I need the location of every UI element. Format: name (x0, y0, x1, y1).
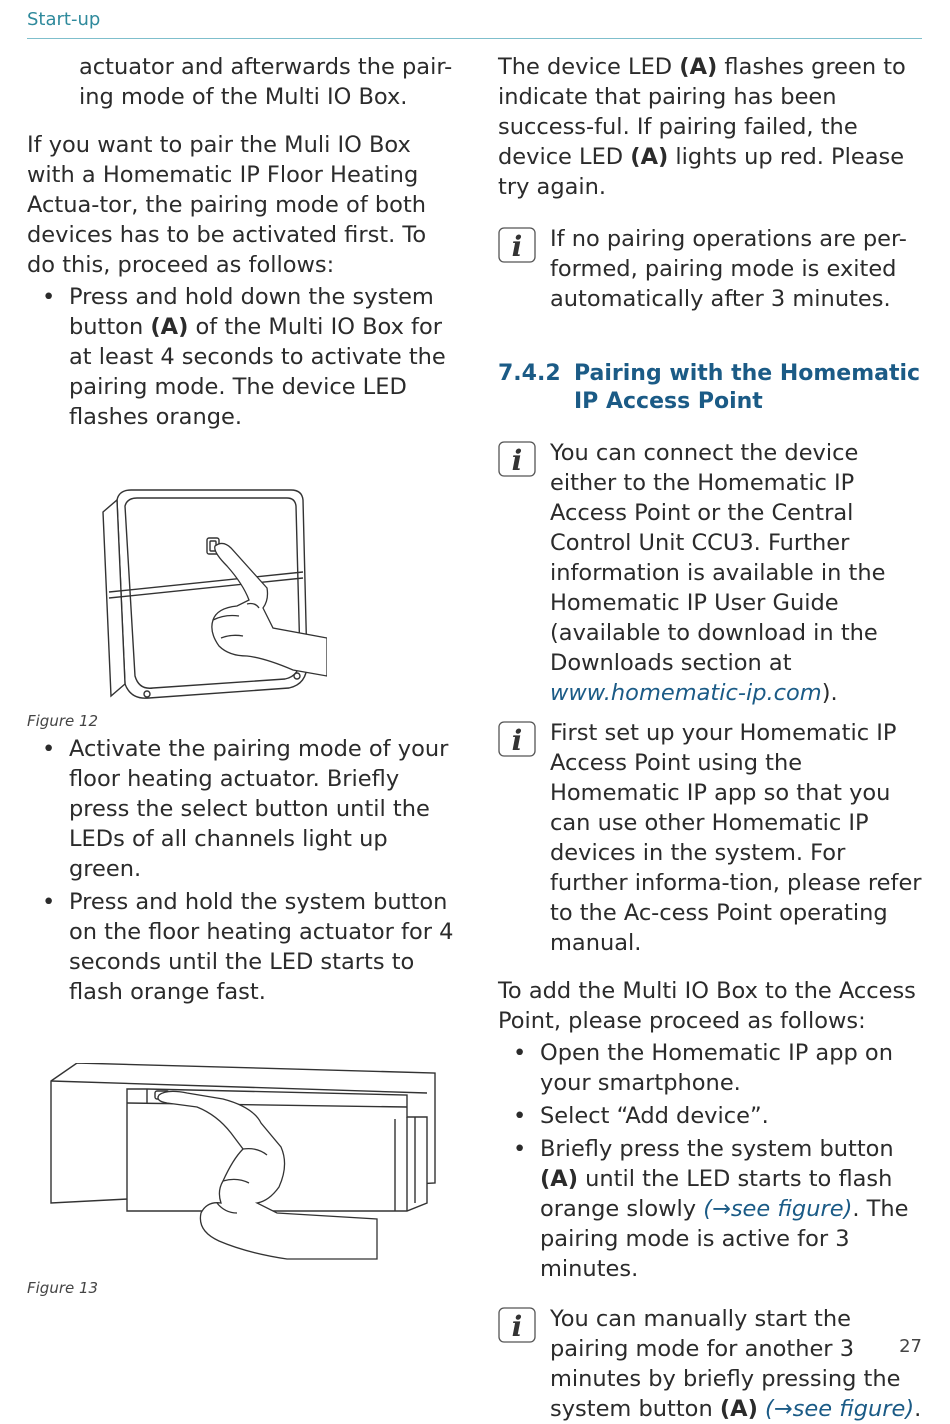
label-a: (A) (150, 314, 189, 340)
list-item: • Activate the pairing mode of your floor heating actuator. Briefly press the select button until the LEDs of all channels light up green. (27, 734, 457, 884)
list-item: • Press and hold the system button on the floor heating actuator for 4 seconds until the LED starts to flash orange fast. (27, 887, 457, 1007)
label-a: (A) (540, 1166, 578, 1192)
list-item-text: Briefly press the system button (540, 1136, 894, 1162)
list-item (27, 282, 457, 432)
access-point-steps-list (498, 1038, 926, 1284)
list-item: • Open the Homematic IP app on your smartphone. (498, 1038, 926, 1098)
list-item-text: Press and hold down the system button (69, 284, 434, 340)
list-item-text: . The pairing mode is active for 3 minutes. (540, 1196, 909, 1282)
info-icon (498, 227, 536, 263)
section-number: 7.4.2 (498, 361, 561, 386)
list-item-text: until the LED starts to flash orange slowly (540, 1166, 893, 1222)
figure-12 (27, 488, 457, 706)
section-header: Start-up (27, 9, 101, 30)
info-note-text-part (758, 1396, 765, 1422)
left-steps-list-2 (27, 734, 457, 1007)
see-figure-reference[interactable]: (→see figure) (765, 1396, 915, 1422)
list-item: • Select “Add device”. (498, 1101, 926, 1131)
section-title: Pairing with the Homematic IP Access Point (574, 361, 921, 414)
right-column (498, 52, 926, 1424)
left-steps-list-1 (27, 282, 457, 432)
figure-12-caption: Figure 12 (27, 712, 99, 730)
section-heading (498, 360, 926, 416)
info-note-3 (498, 718, 926, 958)
info-note-2 (498, 438, 926, 708)
info-note-text: If no pairing operations are per-formed, pairing mode is exited automatically after 3 minutes. (550, 226, 907, 312)
left-continuation-paragraph: actuator and afterwards the pair-ing mode of the Multi IO Box. (79, 54, 453, 110)
svg-text:i: i (511, 1310, 523, 1343)
figure-13 (27, 1063, 457, 1263)
left-intro-paragraph: If you want to pair the Muli IO Box with a Homematic IP Floor Heating Actua-tor, the pairing mode of both devices has to be activated first. To do this, proceed as follows: (27, 132, 427, 278)
list-item-text: of the Multi IO Box for at least 4 seconds to activate the pairing mode. The device LED flashes orange. (69, 314, 446, 430)
left-column (27, 52, 457, 1297)
svg-text:i: i (511, 724, 523, 757)
see-figure-reference[interactable]: (→see figure) (703, 1196, 853, 1222)
figure-13-caption: Figure 13 (27, 1279, 99, 1297)
homematic-website-link[interactable]: www.homematic-ip.com (550, 680, 822, 706)
info-note-4 (498, 1304, 926, 1424)
info-icon (498, 441, 536, 477)
info-note-text-part: You can connect the device either to the Homematic IP Access Point or the Central Control Unit CCU3. Further information is available in the Homematic IP User Guide (available to download in the Downloads section at (550, 440, 886, 676)
access-point-intro-paragraph: To add the Multi IO Box to the Access Point, please proceed as follows: (498, 978, 916, 1034)
svg-text:i: i (511, 230, 523, 263)
info-note-text (550, 438, 926, 708)
floor-heating-actuator-illustration (47, 1063, 437, 1263)
paragraph-text: The device LED (498, 54, 680, 80)
info-icon (498, 721, 536, 757)
info-note-text-part: . (914, 1396, 922, 1422)
info-note-text-part: You can manually start the pairing mode for another 3 minutes by briefly pressing the system button (550, 1306, 901, 1422)
info-icon (498, 1307, 536, 1343)
info-note-text-part: ). (821, 680, 838, 706)
label-a: (A) (630, 144, 669, 170)
page-number: 27 (899, 1336, 922, 1357)
info-note-1 (498, 224, 926, 314)
info-note-text: First set up your Homematic IP Access Point using the Homematic IP app so that you can use other Homematic IP devices in the system. For further informa-tion, please refer to the Ac-cess Point operating manual. (550, 720, 922, 956)
list-item (498, 1134, 926, 1284)
multi-io-box-illustration (97, 488, 327, 706)
label-a: (A) (679, 54, 718, 80)
info-note-text (550, 1304, 926, 1424)
paragraph-text: lights up red. Please try again. (498, 144, 905, 200)
paragraph-text: flashes green to indicate that pairing has been success-ful. If pairing failed, the device LED (498, 54, 906, 170)
svg-text:i: i (511, 444, 523, 477)
header-divider (27, 38, 922, 39)
pairing-result-paragraph (498, 52, 926, 202)
label-a: (A) (719, 1396, 758, 1422)
